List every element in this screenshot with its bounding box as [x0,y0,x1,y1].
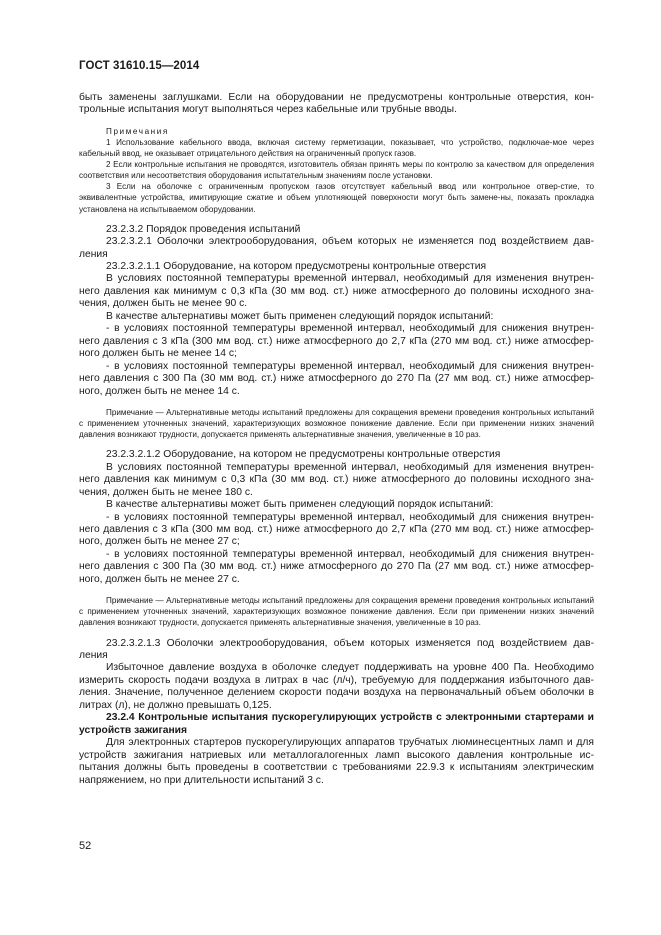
paragraph: Примечание — Альтернативные методы испытаний предложены для сокращения времени проведения контрольных испытаний с применением уточненных значений, характеризующих возможное понижение давления. Если при применении низких значений давления возникают трудности, допускается применять альтернативные значения, увеличенные в 10 раз. [79,596,594,628]
paragraph: Избыточное давление воздуха в оболочке следует поддерживать на уровне 400 Па. Необходимо измерить скорость подачи воздуха в литрах в час (л/ч), требуемую для поддержания избыточного дав-ления. Значение, полученное делением скорости подачи воздуха на первоначальный объем оболочки в литрах (л), не должно превышать 0,125. [79,662,594,711]
paragraph: - в условиях постоянной температуры временной интервал, необходимый для снижения внутрен-него давления с 300 Па (30 мм вод. ст.) ниже атмосферного до 270 Па (27 мм вод. ст.) ниже атмосфер-ного, должен быть не менее 14 с. [79,360,594,397]
paragraph: 3 Если на оболочке с ограниченным пропуском газов отсутствует кабельный ввод или контрольное отвер-стие, то эквивалентные устройства, имитирующие сжатие и объем уплотняющей поверхности могут быть замене-ны, показать прокладка установлена на испытываемом оборудовании. [79,182,594,214]
paragraph: В качестве альтернативы может быть применен следующий порядок испытаний: [106,499,494,511]
document-header: ГОСТ 31610.15—2014 [79,60,200,72]
paragraph: 23.2.3.2 Порядок проведения испытаний [106,223,301,235]
paragraph: быть заменены заглушками. Если на оборудовании не предусмотрены контрольные отверстия, кон-трольные испытания могут выполняться через кабельные или трубные вводы. [79,92,594,116]
paragraph: - в условиях постоянной температуры временной интервал, необходимый для снижения внутрен-него давления с 3 кПа (300 мм вод. ст.) ниже атмосферного до 2,7 кПа (270 мм вод. ст.) ниже атмосфер-ного должен быть не менее 14 с; [79,323,594,360]
paragraph: В условиях постоянной температуры временной интервал, необходимый для изменения внутрен-него давления как минимум с 0,3 кПа (30 мм вод. ст.) ниже атмосферного до половины исходного зна-чения, должен быть не менее 90 с. [79,273,594,310]
paragraph: 23.2.3.2.1 Оболочки электрооборудования, объем которых не изменяется под воздействием дав-ления [79,236,594,260]
paragraph: В качестве альтернативы может быть применен следующий порядок испытаний: [106,310,494,322]
paragraph: - в условиях постоянной температуры временной интервал, необходимый для снижения внутрен-него давления с 3 кПа (300 мм вод. ст.) ниже атмосферного до 2,7 кПа (270 мм вод. ст.) ниже атмосфер-ного, должен быть не менее 27 с; [79,511,594,548]
paragraph: Примечание — Альтернативные методы испытаний предложены для сокращения времени проведения контрольных испытаний с применением уточненных значений, характеризующих возможное понижение давление. Если при применении низких значений давления возникают трудности, допускается применять альтернативные значения, увеличенные в 10 раз. [79,408,594,440]
paragraph: В условиях постоянной температуры временной интервал, необходимый для изменения внутрен-него давления как минимум с 0,3 кПа (30 мм вод. ст.) ниже атмосферного до половины исходного зна-чения, должен быть не менее 180 с. [79,461,594,498]
paragraph: 23.2.3.2.1.3 Оболочки электрооборудования, объем которых изменяется под воздействием дав-ления [79,637,594,661]
paragraph: 2 Если контрольные испытания не проводятся, изготовитель обязан принять меры по контролю за качеством для определения соответствия или несоответствия оборудования испытательным значениям после установки. [79,160,594,181]
document-body [79,92,594,787]
paragraph: 1 Использование кабельного ввода, включая систему герметизации, показывает, что устройство, подключае-мое через кабельный ввод, не оказывает отрицательного действия на ограниченный пропуск газов. [79,138,594,159]
page-number: 52 [79,840,92,852]
paragraph: Для электронных стартеров пускорегулирующих аппаратов трубчатых люминесцентных ламп и для устройств зажигания натриевых или металлогалогенных ламп высокого давления контрольные ис-пытания должны быть проведены в соответствии с требованиями 22.9.3 к испытаниям электрическим напряжением, но при длительности испытаний 3 с. [79,737,594,786]
paragraph: - в условиях постоянной температуры временной интервал, необходимый для снижения внутрен-него давления с 300 Па (30 мм вод. ст.) ниже атмосферного до 270 Па (27 мм вод. ст.) ниже атмосфер-ного, должен быть не менее 27 с. [79,548,594,585]
paragraph: 23.2.3.2.1.1 Оборудование, на котором предусмотрены контрольные отверстия [106,261,487,273]
paragraph: 23.2.3.2.1.2 Оборудование, на котором не предусмотрены контрольные отверстия [106,449,501,461]
paragraph: 23.2.4 Контрольные испытания пускорегулирующих устройств с электронными стартерами и устройств зажигания [79,712,594,736]
paragraph: Примечания [106,126,169,136]
